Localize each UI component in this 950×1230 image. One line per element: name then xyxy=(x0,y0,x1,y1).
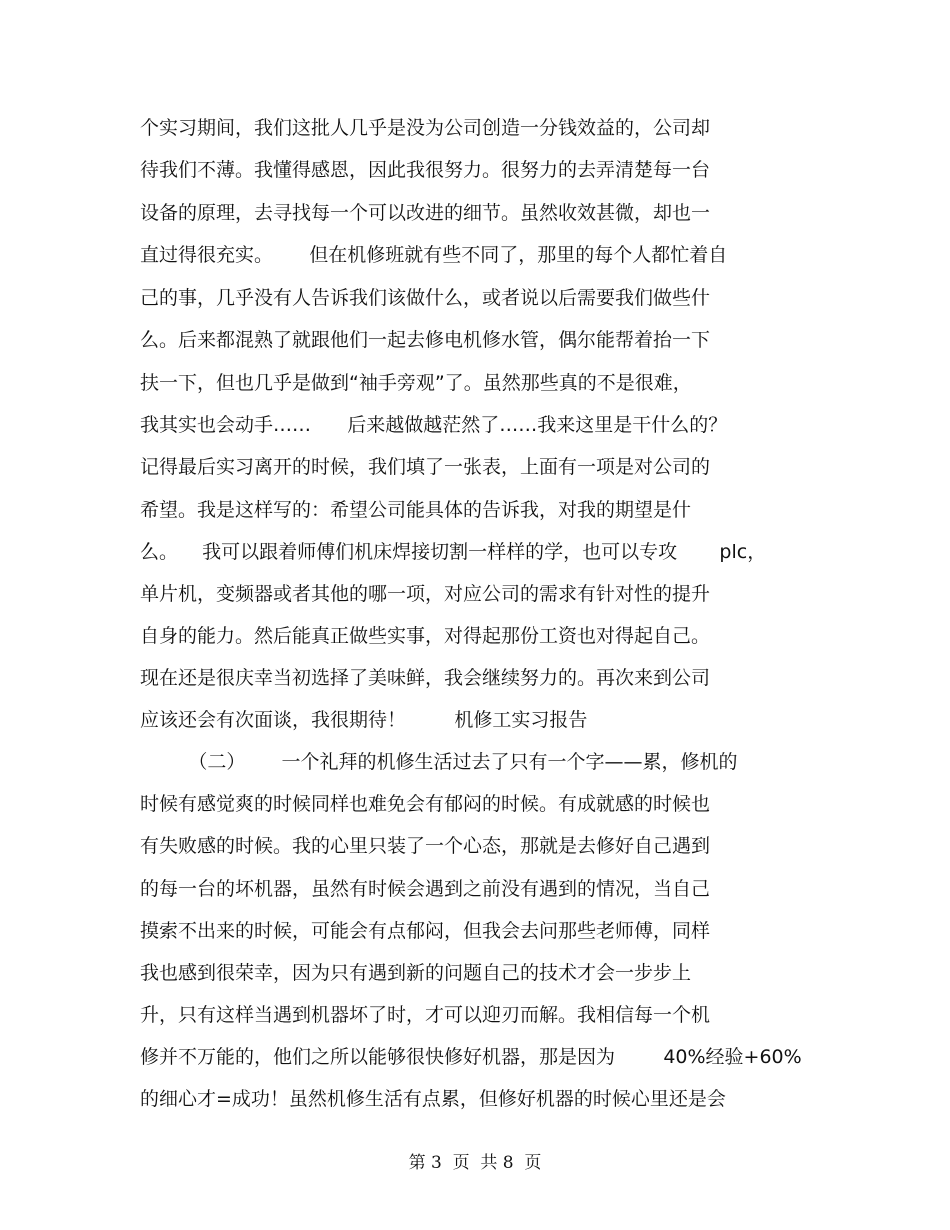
body-text-line: 时候有感觉爽的时候同样也难免会有郁闷的时候。有成就感的时候也 xyxy=(140,793,711,815)
body-text-line: 设备的原理，去寻找每一个可以改进的细节。虽然收效甚微，却也一 xyxy=(140,202,711,224)
body-text-line: 修并不万能的，他们之所以能够很快修好机器，那是因为 40%经验+60% xyxy=(140,1046,802,1068)
body-text-line: 我其实也会动手…… 后来越做越茫然了……我来这里是干什么的？ xyxy=(140,414,728,436)
body-text-line: 么。后来都混熟了就跟他们一起去修电机修水管，偶尔能帮着抬一下 xyxy=(140,329,711,351)
body-text-line: 我也感到很荣幸，因为只有遇到新的问题自己的技术才会一步步上 xyxy=(140,962,692,984)
body-text-line: 直过得很充实。 但在机修班就有些不同了，那里的每个人都忙着自 xyxy=(140,244,728,266)
body-text-line: 扶一下，但也几乎是做到“袖手旁观”了。虽然那些真的不是很难， xyxy=(140,372,692,394)
body-text-line: 单片机，变频器或者其他的哪一项，对应公司的需求有针对性的提升 xyxy=(140,583,711,605)
body-text-line: 自身的能力。然后能真正做些实事，对得起那份工资也对得起自己。 xyxy=(140,625,711,647)
body-text-line: 么。 我可以跟着师傅们机床焊接切割一样样的学，也可以专攻 plc， xyxy=(140,541,767,563)
body-text-line: 希望。我是这样写的：希望公司能具体的告诉我，对我的期望是什 xyxy=(140,499,692,521)
body-text-line: 应该还会有次面谈，我很期待！ 机修工实习报告 xyxy=(140,709,588,731)
body-text-line: 记得最后实习离开的时候，我们填了一张表，上面有一项是对公司的 xyxy=(140,456,711,478)
body-text-line: 的细心才=成功！虽然机修生活有点累，但修好机器的时候心里还是会 xyxy=(140,1088,726,1110)
body-text-line: 有失败感的时候。我的心里只装了一个心态，那就是去修好自己遇到 xyxy=(140,835,711,857)
body-text-line: 己的事，几乎没有人告诉我们该做什么，或者说以后需要我们做些什 xyxy=(140,287,711,309)
body-text-line: 待我们不薄。我懂得感恩，因此我很努力。很努力的去弄清楚每一台 xyxy=(140,159,711,181)
section-heading-line: （二） 一个礼拜的机修生活过去了只有一个字——累，修机的 xyxy=(140,751,738,773)
body-text-line: 个实习期间，我们这批人几乎是没为公司创造一分钱效益的，公司却 xyxy=(140,117,711,139)
body-text-line: 摸索不出来的时候，可能会有点郁闷，但我会去问那些老师傅，同样 xyxy=(140,920,711,942)
body-text-line: 的每一台的坏机器，虽然有时候会遇到之前没有遇到的情况，当自己 xyxy=(140,878,711,900)
body-text-line: 现在还是很庆幸当初选择了美味鲜，我会继续努力的。再次来到公司 xyxy=(140,667,711,689)
body-text-line: 升，只有这样当遇到机器坏了时，才可以迎刃而解。我相信每一个机 xyxy=(140,1004,711,1026)
page-number-footer: 第 3 页 共 8 页 xyxy=(408,1153,542,1173)
